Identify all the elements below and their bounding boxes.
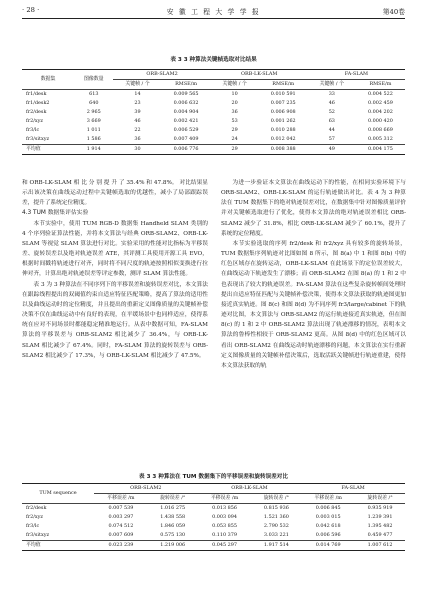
- table-cell: 1.007 612: [355, 541, 405, 551]
- running-header: [22, 6, 405, 19]
- table-row: [22, 135, 405, 145]
- table4-group: FA-SLAM: [301, 484, 405, 494]
- table-cell: 0.003 297: [108, 514, 134, 520]
- table-cell: 52: [328, 109, 335, 115]
- table-cell: 0.023 239: [94, 541, 148, 551]
- table-cell: 1.239 391: [367, 514, 393, 520]
- table-cell: 49: [308, 145, 356, 155]
- table-cell: 613: [89, 91, 99, 97]
- paragraph: 表 3 为 3 种算法在不同序列下的平移误差和旋转误差对比，本文算法在跟踪线程提出的双阈值约束自适应特征匹配策略，提高了算法的适用性以及曲线运动时的定位精度，并且提出的重新定义图像质量的关键帧补偿决策不仅在曲线运动中有良好的表现，在平缓场景中也同样适应，使得系统在应对不同场景时都能稳定精准地运行。从表中数据可知，FA-SLAM 算法的平移误差与 ORB-SLAM2 相比减少了 36.4%，与 ORB-LK-SLAM 相比减少了 67.4%。同时，FA-SLAM 算法的旋转误差与 ORB-SLAM2 相比减少了 17.3%，与 ORB-LK-SLAM 相比减少了 47.5%。: [22, 281, 208, 359]
- table-cell: 33: [328, 91, 335, 97]
- table-cell: 3 669: [86, 118, 101, 124]
- table-cell: 0.006 529: [173, 127, 199, 133]
- table-cell: 0.935 919: [367, 505, 393, 511]
- paragraph: 本节实验中，使用 TUM RGB-D 数据集 Handheld SLAM 类别的 4 个序列验证算法性能，并将本文算法与经典 ORB-SLAM2、ORB-LK-SLAM 等视觉 SLAM 算法进行对比。实验采用的性能对比指标为平移误差、旋转误差以及绝对轨迹误差 ATE，其评测工具使用开源工具 EVO，根据时间戳将轨迹进行对齐，同时将不同尺度的轨迹按照相似变换进行拉伸对齐，计算出绝对轨迹误差等评定参数，测评 SLAM 算法性能。: [22, 220, 208, 278]
- table-cell: 0.110 379: [212, 532, 237, 538]
- table3-group: FA-SLAM: [308, 70, 405, 80]
- table-cell: 0.053 855: [212, 523, 237, 529]
- table-cell: 1.846 059: [160, 523, 186, 529]
- table-cell: 30: [113, 145, 161, 155]
- table3-subheader: 关键帧 / 个: [222, 81, 247, 87]
- paragraph: 为进一步验证本文算法在曲线运动下的性能，在相同实验环境下与 ORB-SLAM2、ORB-LK-SLAM 的运行轨迹做出对比。表 4 为 3 种算法在 TUM 数据集下的绝对轨迹误差对比，在数据集中针对图像质量评价并对关键帧选取进行了优化，使得本文算法的绝对轨迹误差相比 ORB-SLAM2 减少了 31.8%，相比 ORB-LK-SLAM 减少了 60.1%，提升了系统的定位精度。: [221, 180, 406, 237]
- table-row: [22, 108, 405, 117]
- table-cell: 0.575 130: [160, 532, 186, 538]
- table-cell: 46: [134, 118, 141, 124]
- table4-subheader: 旋转误差 /°: [160, 495, 186, 501]
- table-cell: 0.007 539: [108, 505, 134, 511]
- table-row: [22, 99, 405, 108]
- table-cell: 1 586: [86, 136, 101, 142]
- table3-subheader: RMSE/m: [369, 81, 392, 87]
- table-cell: 36: [231, 109, 238, 115]
- table3-subheader: 关键帧 / 个: [125, 81, 150, 87]
- table-cell: 1.016 275: [160, 505, 186, 511]
- table-cell: 46: [328, 100, 335, 106]
- table-row: [22, 513, 405, 522]
- table-cell: 1 011: [86, 127, 101, 133]
- sequence-cell: fr2/xyz: [26, 514, 44, 520]
- table-cell: 1.521 360: [263, 514, 289, 520]
- table-cell: 0.001 262: [270, 118, 296, 124]
- table-cell: 20: [231, 100, 238, 106]
- dataset-cell: fr2/desk: [26, 109, 47, 115]
- table-cell: 1.219 006: [148, 541, 198, 551]
- table4-group: ORB-SLAM2: [94, 484, 198, 494]
- table-cell: 0.004 522: [367, 91, 393, 97]
- table-cell: 0.459 477: [367, 532, 393, 538]
- table3-subheader: RMSE/m: [175, 81, 198, 87]
- table-cell: 0.000 420: [367, 118, 393, 124]
- page-number: · 28 ·: [22, 6, 40, 14]
- table-cell: 1.917 514: [251, 541, 301, 551]
- table-cell: 39: [134, 109, 141, 115]
- table-cell: 0.009 565: [173, 91, 199, 97]
- table-cell: 0.042 618: [315, 523, 341, 529]
- table-cell: 0.010 288: [270, 127, 296, 133]
- table-row: [22, 126, 405, 135]
- table-cell: 53: [231, 118, 238, 124]
- table-cell: 29: [211, 145, 259, 155]
- sequence-cell: fr3/lc: [26, 523, 40, 529]
- volume-label: 第40卷: [382, 8, 405, 16]
- table-cell: 0.006 596: [315, 532, 341, 538]
- table3: [22, 69, 405, 155]
- table-cell: 0.012 042: [270, 136, 296, 142]
- table-row: [22, 531, 405, 541]
- table-row: [22, 90, 405, 100]
- table-cell: 57: [328, 136, 335, 142]
- dataset-cell: fr2/xyz: [26, 118, 44, 124]
- table-cell: 0.003 015: [315, 514, 341, 520]
- sequence-cell: fr3/sitxyz: [26, 532, 50, 538]
- table-cell: 0.002 459: [367, 100, 393, 106]
- table-cell: 0.010 591: [270, 91, 296, 97]
- table-cell: 0.045 297: [198, 541, 252, 551]
- table-row-average: [22, 541, 405, 551]
- table-cell: 2 965: [86, 109, 101, 115]
- section-heading: 4.3 TUM 数据集评估实验: [22, 210, 89, 217]
- table-cell: 0.005 312: [367, 136, 393, 142]
- paragraph: 本节实验选取的序列 fr2/desk 和 fr2/xyz 具有较多的旋转场景，TUM 数据集序列轨迹对比图如图 8 所示，图 8(a) 中 1 和图 8(b) 中的红色区域存在旋转运动，ORB-LK-SLAM 在此场景下的定位误差较大，在曲线运动下轨迹发生了漂移；而 ORB-SLAM2 在图 8(a) 的 1 和 2 中也表现出了较大的轨迹误差。FA-SLAM 算法在这些复杂旋转帧间处理时提出自适应特征匹配与关键帧补偿决策，使得本文算法获取的轨迹图更加接近真实轨迹。图 8(c) 和图 8(d) 为不同序列 fr3/large/cabinet 下的轨迹对比图，本文算法与 ORB-SLAM2 的运行轨迹接近真实轨迹，但在图 8(c) 的 1 和 2 中 ORB-SLAM2 算法出现了轨迹漂移的情况，表明本文算法的鲁棒性相较于 ORB-SLAM2 更高。从图 8(d) 中的红色区域可以看出 ORB-SLAM2 在曲线运动时轨迹漂移的问题，本文算法在实行重新定义图像质量的关键帧补偿决策后，选取活跃关键帧进行轨迹重建，使得本文算法获取的轨: [221, 240, 406, 369]
- table-cell: 0.007 409: [173, 136, 199, 142]
- table-cell: 23: [134, 100, 141, 106]
- table-cell: 0.007 235: [270, 100, 296, 106]
- table3-group: ORB-SLAM2: [113, 70, 210, 80]
- table4: [22, 483, 405, 551]
- journal-title: 安 徽 工 程 大 学 学 报: [166, 8, 261, 16]
- table3-caption: 表 3 3 种算法关键帧选取对比结果: [170, 57, 257, 63]
- table-cell: 24: [231, 136, 238, 142]
- table-cell: 44: [328, 127, 335, 133]
- table3-subheader: RMSE/m: [272, 81, 295, 87]
- table-cell: 0.004 175: [356, 145, 405, 155]
- table4-group: ORB-LK-SLAM: [198, 484, 302, 494]
- dataset-cell: 平均值: [22, 145, 74, 155]
- table-cell: 0.006 632: [173, 100, 199, 106]
- dataset-cell: fr3/sitxyz: [26, 136, 50, 142]
- left-column: [22, 178, 208, 361]
- table-cell: 0.008 669: [367, 127, 393, 133]
- table-cell: 0.004 202: [367, 109, 393, 115]
- table4-subheader: 平移误差 /m: [107, 495, 135, 501]
- table4-subheader: 旋转误差 /°: [263, 495, 289, 501]
- table3-subheader: 关键帧 / 个: [319, 81, 344, 87]
- table-cell: 2.790 532: [263, 523, 289, 529]
- table-cell: 1.438 558: [160, 514, 186, 520]
- table-cell: 0.004 904: [173, 109, 199, 115]
- paragraph: 和 ORB-LK-SLAM 相 比 分 别 提 升 了 35.4% 和 47.8%。 对比结果显示出该决策在曲线运动过程中关键帧选取的优越性，减小了局部跟踪误差，提升了系统定位精度。: [22, 180, 208, 207]
- table-cell: 3.033 221: [263, 532, 289, 538]
- table-row: [22, 117, 405, 126]
- table-cell: 10: [231, 91, 238, 97]
- table4-subheader: 平移误差 /m: [314, 495, 342, 501]
- table-cell: 29: [231, 127, 238, 133]
- table-cell: 36: [134, 136, 141, 142]
- table-row: [22, 504, 405, 514]
- table-cell: 0.007 609: [108, 532, 134, 538]
- table-cell: 0.014 769: [301, 541, 355, 551]
- table3-col-dataset: 数据集: [22, 70, 74, 90]
- table-cell: 0.006 908: [270, 109, 296, 115]
- table4-subheader: 旋转误差 /°: [367, 495, 393, 501]
- sequence-cell: fr2/desk: [26, 505, 47, 511]
- table-row-average: [22, 145, 405, 155]
- table4-caption: 表 3 3 种算法在 TUM 数据集下的平移误差和旋转误差对比: [139, 474, 288, 480]
- table-cell: 0.003 094: [212, 514, 237, 520]
- table-cell: 1 914: [74, 145, 113, 155]
- right-column: [221, 178, 406, 371]
- table-cell: 0.013 856: [212, 505, 237, 511]
- table-cell: 22: [134, 127, 141, 133]
- table-cell: 0.006 776: [162, 145, 211, 155]
- table4-subheader: 平移误差 /m: [210, 495, 239, 501]
- dataset-cell: fr3/lc: [26, 127, 40, 133]
- table-row: [22, 522, 405, 531]
- dataset-cell: fr1/desk2: [26, 100, 50, 106]
- table-cell: 0.002 421: [173, 118, 199, 124]
- table-cell: 0.074 512: [108, 523, 134, 529]
- table4-col-sequence: TUM sequence: [22, 484, 94, 504]
- table3-col-frames: 图像数量: [74, 70, 113, 90]
- table-cell: 14: [134, 91, 141, 97]
- table-cell: 63: [328, 118, 335, 124]
- table-cell: 0.006 845: [315, 505, 341, 511]
- table-cell: 0.815 936: [263, 505, 289, 511]
- table-cell: 0.008 388: [259, 145, 308, 155]
- sequence-cell: 平均值: [22, 541, 94, 551]
- table3-group: ORB-LK-SLAM: [211, 70, 308, 80]
- table-cell: 640: [89, 100, 99, 106]
- dataset-cell: fr1/desk: [26, 91, 47, 97]
- table-cell: 1.395 482: [367, 523, 393, 529]
